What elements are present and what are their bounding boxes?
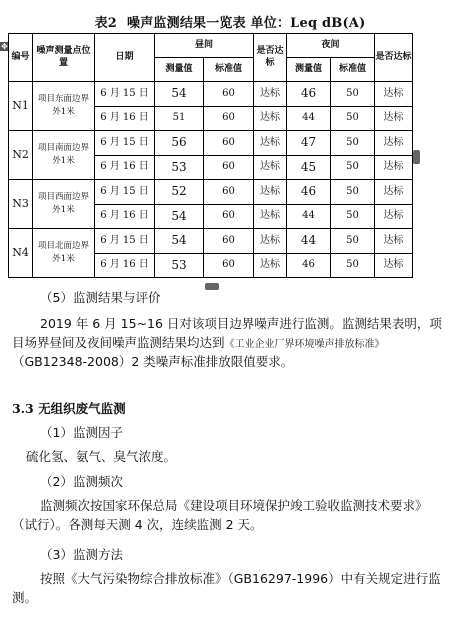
- night-measured-cell: 44: [287, 229, 331, 254]
- date-cell: 6 月 15 日: [95, 180, 155, 205]
- point-id: N3: [9, 180, 33, 229]
- date-cell: 6 月 15 日: [95, 131, 155, 156]
- day-compliance-cell: 达标: [254, 82, 287, 107]
- point-location: 项目南面边界外1米: [33, 131, 95, 180]
- night-compliance-cell: 达标: [375, 82, 413, 107]
- day-standard-cell: 60: [204, 180, 254, 205]
- header-day: 昼间: [155, 34, 254, 58]
- date-cell: 6 月 16 日: [95, 106, 155, 131]
- header-night-measured: 测量值: [287, 58, 331, 82]
- point-id: N2: [9, 131, 33, 180]
- day-standard-cell: 60: [204, 253, 254, 278]
- day-measured-cell: 54: [155, 204, 204, 229]
- day-compliance-cell: 达标: [254, 253, 287, 278]
- table-row: [9, 229, 413, 254]
- table-title-text: 噪声监测结果一览表 单位：Leq dB(A): [127, 16, 366, 31]
- monitoring-frequency-paragraph: 监测频次按国家环保总局《建设项目环境保护竣工验收监测技术要求》（试行）。各测每天测 4 次，连续监测 2 天。: [12, 498, 428, 532]
- resize-handle-icon[interactable]: [413, 150, 420, 164]
- point-location: 项目东面边界外1米: [33, 82, 95, 131]
- day-compliance-cell: 达标: [254, 131, 287, 156]
- night-measured-cell: 44: [287, 106, 331, 131]
- monitoring-method-paragraph: 按照《大气污染物综合排放标准》（GB16297-1996）中有关规定进行监测。: [12, 571, 441, 605]
- result-paragraph-text-b: （GB12348-2008）2 类噪声标准排放限值要求。: [12, 353, 294, 369]
- result-paragraph: [12, 315, 442, 371]
- night-standard-cell: 50: [331, 82, 375, 107]
- night-standard-cell: 50: [331, 106, 375, 131]
- standard-name: 《工业企业厂界环境噪声排放标准》: [224, 338, 385, 350]
- point-id: N1: [9, 82, 33, 131]
- day-compliance-cell: 达标: [254, 155, 287, 180]
- day-measured-cell: 53: [155, 253, 204, 278]
- night-standard-cell: 50: [331, 155, 375, 180]
- header-night: 夜间: [287, 34, 375, 58]
- day-measured-cell: 54: [155, 82, 204, 107]
- day-compliance-cell: 达标: [254, 204, 287, 229]
- day-measured-cell: 51: [155, 106, 204, 131]
- header-date: 日期: [95, 34, 155, 82]
- header-point: 编号: [9, 34, 33, 82]
- day-standard-cell: 60: [204, 204, 254, 229]
- night-compliance-cell: 达标: [375, 204, 413, 229]
- noise-table: [8, 33, 413, 278]
- day-measured-cell: 56: [155, 131, 204, 156]
- header-day-measured: 测量值: [155, 58, 204, 82]
- day-standard-cell: 60: [204, 106, 254, 131]
- night-measured-cell: 46: [287, 82, 331, 107]
- table-title-label: 表2: [94, 16, 118, 31]
- header-night-standard: 标准值: [331, 58, 375, 82]
- day-measured-cell: 54: [155, 229, 204, 254]
- point-location: 项目西面边界外1米: [33, 180, 95, 229]
- night-measured-cell: 45: [287, 155, 331, 180]
- table-row: [9, 131, 413, 156]
- night-standard-cell: 50: [331, 131, 375, 156]
- header-location: 噪声测量点位置: [33, 34, 95, 82]
- night-compliance-cell: 达标: [375, 131, 413, 156]
- night-compliance-cell: 达标: [375, 229, 413, 254]
- day-measured-cell: 52: [155, 180, 204, 205]
- night-compliance-cell: 达标: [375, 253, 413, 278]
- section-5-heading: （5）监测结果与评价: [40, 290, 161, 305]
- header-day-standard: 标准值: [204, 58, 254, 82]
- night-standard-cell: 50: [331, 229, 375, 254]
- date-cell: 6 月 15 日: [95, 229, 155, 254]
- date-cell: 6 月 16 日: [95, 204, 155, 229]
- day-compliance-cell: 达标: [254, 229, 287, 254]
- day-standard-cell: 60: [204, 82, 254, 107]
- day-compliance-cell: 达标: [254, 106, 287, 131]
- day-standard-cell: 60: [204, 155, 254, 180]
- header-day-compliance: 是否达标: [254, 34, 287, 82]
- night-measured-cell: 46: [287, 180, 331, 205]
- table-title: [0, 12, 460, 31]
- table-row: [9, 82, 413, 107]
- date-cell: 6 月 16 日: [95, 253, 155, 278]
- night-standard-cell: 50: [331, 204, 375, 229]
- day-standard-cell: 60: [204, 229, 254, 254]
- date-cell: 6 月 16 日: [95, 155, 155, 180]
- monitoring-method-heading: （3）监测方法: [40, 547, 123, 562]
- monitoring-factor-heading: （1）监测因子: [40, 425, 123, 440]
- move-handle-icon[interactable]: ✥: [1, 42, 8, 51]
- day-compliance-cell: 达标: [254, 180, 287, 205]
- night-measured-cell: 47: [287, 131, 331, 156]
- night-standard-cell: 50: [331, 180, 375, 205]
- section-3-3-heading: 3.3 无组织废气监测: [12, 401, 126, 416]
- table-row: [9, 180, 413, 205]
- point-id: N4: [9, 229, 33, 278]
- night-compliance-cell: 达标: [375, 106, 413, 131]
- result-paragraph-text-a: 2019 年 6 月 15~16 日对该项目边界噪声进行监测。监测结果表明，项目场界昼间及夜间噪声监测结果均达到: [12, 316, 442, 350]
- night-measured-cell: 44: [287, 204, 331, 229]
- monitoring-frequency-heading: （2）监测频次: [40, 474, 123, 489]
- day-standard-cell: 60: [204, 131, 254, 156]
- night-measured-cell: 46: [287, 253, 331, 278]
- night-compliance-cell: 达标: [375, 180, 413, 205]
- date-cell: 6 月 15 日: [95, 82, 155, 107]
- point-location: 项目北面边界外1米: [33, 229, 95, 278]
- noise-table-wrap: [8, 33, 412, 278]
- day-measured-cell: 53: [155, 155, 204, 180]
- header-night-compliance: 是否达标: [375, 34, 413, 82]
- night-standard-cell: 50: [331, 253, 375, 278]
- night-compliance-cell: 达标: [375, 155, 413, 180]
- monitoring-factor-list: 硫化氢、氨气、臭气浓度。: [26, 449, 177, 464]
